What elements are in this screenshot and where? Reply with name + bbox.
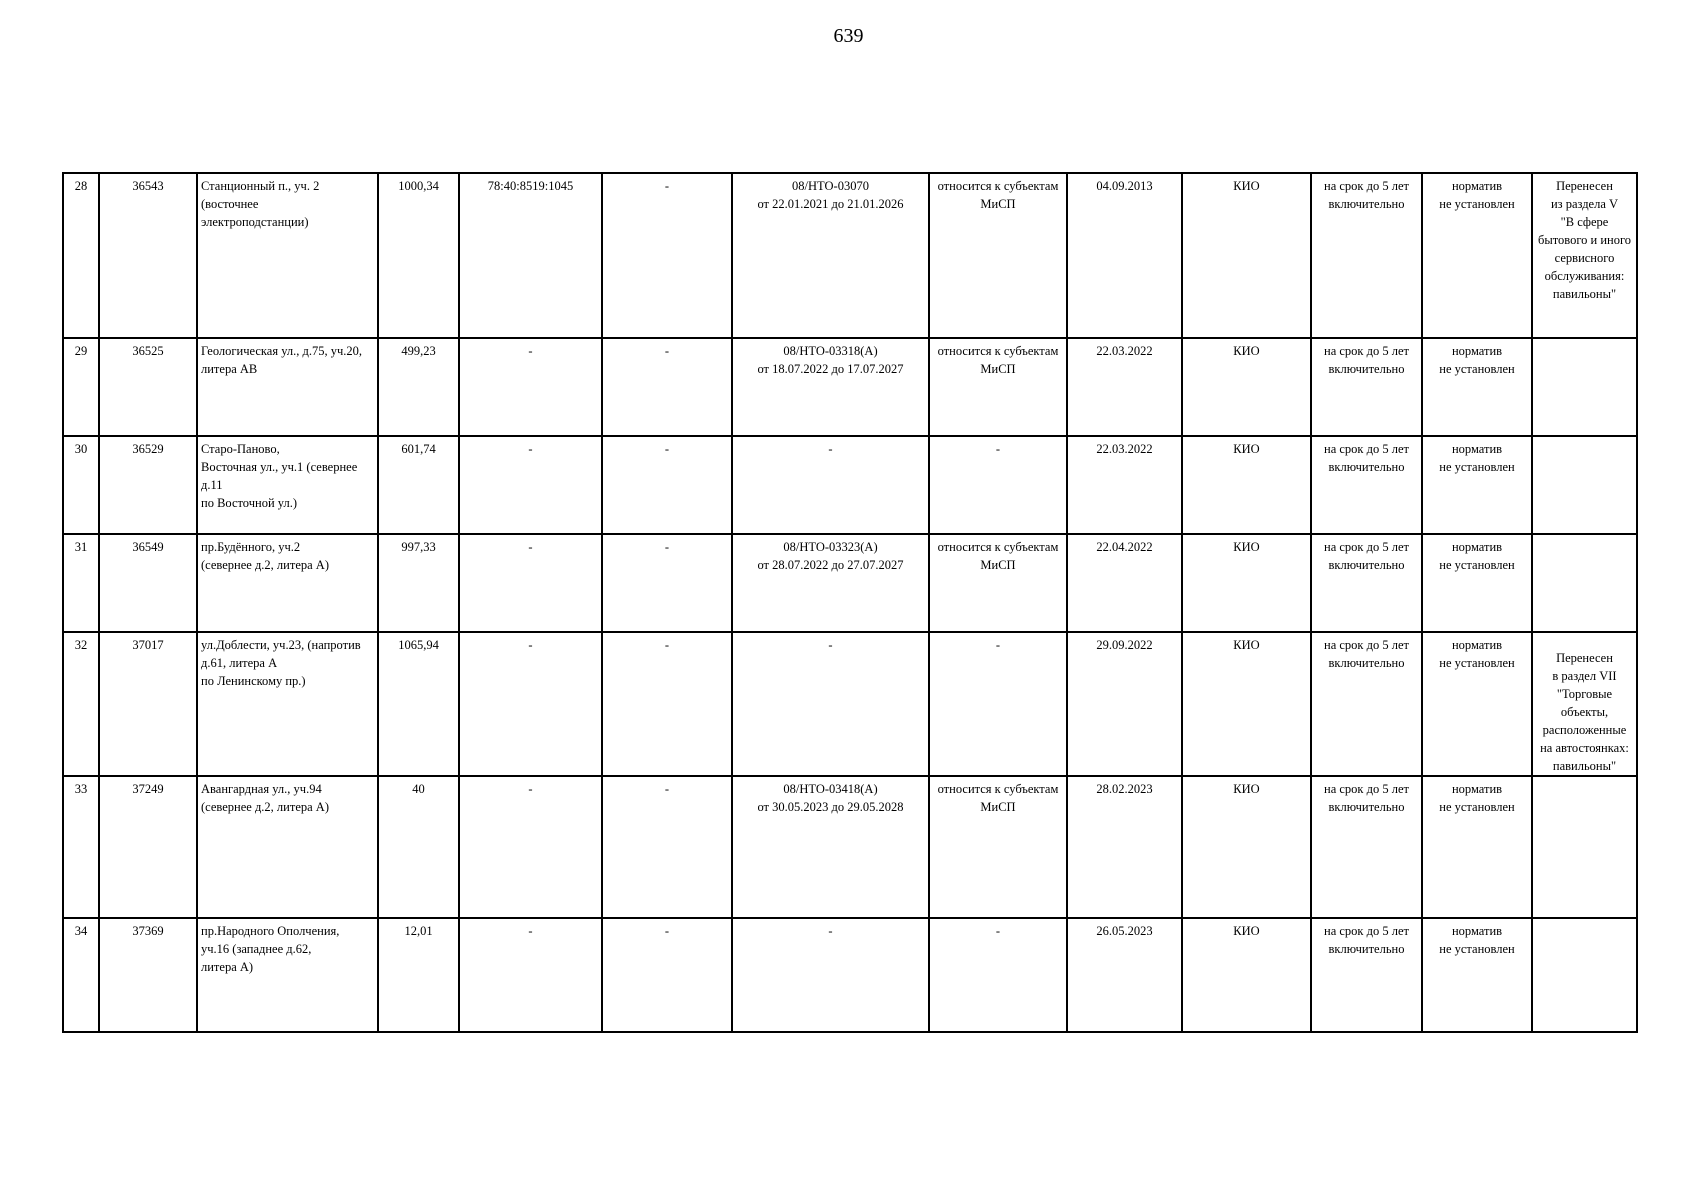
authority-cell: КИО (1182, 338, 1311, 436)
term-cell: на срок до 5 лет включительно (1311, 632, 1422, 776)
address-cell: Геологическая ул., д.75, уч.20, литера АВ (197, 338, 378, 436)
object-id-cell: 37017 (99, 632, 197, 776)
row-number-cell: 30 (63, 436, 99, 534)
term-cell: на срок до 5 лет включительно (1311, 918, 1422, 1032)
column-6-cell: - (602, 534, 732, 632)
term-cell: на срок до 5 лет включительно (1311, 173, 1422, 338)
authority-cell: КИО (1182, 918, 1311, 1032)
address-cell: Станционный п., уч. 2 (восточнее электроподстанции) (197, 173, 378, 338)
address-cell: Авангардная ул., уч.94 (севернее д.2, литера А) (197, 776, 378, 918)
term-cell: на срок до 5 лет включительно (1311, 534, 1422, 632)
term-cell: на срок до 5 лет включительно (1311, 776, 1422, 918)
norm-cell: норматив не установлен (1422, 918, 1532, 1032)
cadastral-number-cell: - (459, 632, 602, 776)
term-cell: на срок до 5 лет включительно (1311, 338, 1422, 436)
note-cell (1532, 776, 1637, 918)
smb-status-cell: относится к субъектам МиСП (929, 173, 1067, 338)
contract-cell: 08/НТО-03070 от 22.01.2021 до 21.01.2026 (732, 173, 929, 338)
row-number-cell: 29 (63, 338, 99, 436)
column-6-cell: - (602, 173, 732, 338)
date-cell: 22.03.2022 (1067, 338, 1182, 436)
table-row (63, 918, 1637, 1032)
cadastral-number-cell: - (459, 776, 602, 918)
note-cell (1532, 436, 1637, 534)
norm-cell: норматив не установлен (1422, 776, 1532, 918)
object-id-cell: 36525 (99, 338, 197, 436)
address-cell: пр.Народного Ополчения, уч.16 (западнее д.62, литера А) (197, 918, 378, 1032)
object-id-cell: 37249 (99, 776, 197, 918)
page-number: 639 (833, 25, 864, 47)
area-cell: 997,33 (378, 534, 459, 632)
term-cell: на срок до 5 лет включительно (1311, 436, 1422, 534)
smb-status-cell: - (929, 436, 1067, 534)
contract-cell: - (732, 918, 929, 1032)
smb-status-cell: относится к субъектам МиСП (929, 534, 1067, 632)
norm-cell: норматив не установлен (1422, 436, 1532, 534)
object-id-cell: 36543 (99, 173, 197, 338)
column-6-cell: - (602, 918, 732, 1032)
contract-cell: 08/НТО-03318(А) от 18.07.2022 до 17.07.2027 (732, 338, 929, 436)
column-6-cell: - (602, 436, 732, 534)
area-cell: 40 (378, 776, 459, 918)
address-cell: пр.Будённого, уч.2 (севернее д.2, литера А) (197, 534, 378, 632)
table-row (63, 632, 1637, 776)
area-cell: 1000,34 (378, 173, 459, 338)
note-cell (1532, 918, 1637, 1032)
smb-status-cell: относится к субъектам МиСП (929, 776, 1067, 918)
date-cell: 22.04.2022 (1067, 534, 1182, 632)
object-id-cell: 36549 (99, 534, 197, 632)
address-cell: Старо-Паново, Восточная ул., уч.1 (севернее д.11 по Восточной ул.) (197, 436, 378, 534)
note-cell (1532, 534, 1637, 632)
object-id-cell: 36529 (99, 436, 197, 534)
authority-cell: КИО (1182, 776, 1311, 918)
authority-cell: КИО (1182, 534, 1311, 632)
column-6-cell: - (602, 632, 732, 776)
contract-cell: - (732, 436, 929, 534)
authority-cell: КИО (1182, 173, 1311, 338)
row-number-cell: 32 (63, 632, 99, 776)
norm-cell: норматив не установлен (1422, 338, 1532, 436)
registry-table (62, 172, 1638, 1033)
note-cell: Перенесен в раздел VII "Торговые объекты, расположенные на автостоянках: павильоны" (1532, 632, 1637, 776)
row-number-cell: 28 (63, 173, 99, 338)
norm-cell: норматив не установлен (1422, 534, 1532, 632)
authority-cell: КИО (1182, 436, 1311, 534)
cadastral-number-cell: - (459, 534, 602, 632)
smb-status-cell: относится к субъектам МиСП (929, 338, 1067, 436)
row-number-cell: 31 (63, 534, 99, 632)
cadastral-number-cell: - (459, 918, 602, 1032)
column-6-cell: - (602, 776, 732, 918)
object-id-cell: 37369 (99, 918, 197, 1032)
date-cell: 22.03.2022 (1067, 436, 1182, 534)
table-row (63, 776, 1637, 918)
column-6-cell: - (602, 338, 732, 436)
note-cell (1532, 338, 1637, 436)
cadastral-number-cell: 78:40:8519:1045 (459, 173, 602, 338)
smb-status-cell: - (929, 918, 1067, 1032)
note-cell: Перенесен из раздела V "В сфере бытового и иного сервисного обслуживания: павильоны" (1532, 173, 1637, 338)
contract-cell: 08/НТО-03418(А) от 30.05.2023 до 29.05.2028 (732, 776, 929, 918)
table-row (63, 338, 1637, 436)
norm-cell: норматив не установлен (1422, 173, 1532, 338)
contract-cell: - (732, 632, 929, 776)
date-cell: 28.02.2023 (1067, 776, 1182, 918)
row-number-cell: 33 (63, 776, 99, 918)
address-cell: ул.Доблести, уч.23, (напротив д.61, литера А по Ленинскому пр.) (197, 632, 378, 776)
table-row (63, 534, 1637, 632)
contract-cell: 08/НТО-03323(А) от 28.07.2022 до 27.07.2027 (732, 534, 929, 632)
norm-cell: норматив не установлен (1422, 632, 1532, 776)
table-row (63, 436, 1637, 534)
table-row (63, 173, 1637, 338)
date-cell: 04.09.2013 (1067, 173, 1182, 338)
authority-cell: КИО (1182, 632, 1311, 776)
cadastral-number-cell: - (459, 338, 602, 436)
cadastral-number-cell: - (459, 436, 602, 534)
area-cell: 1065,94 (378, 632, 459, 776)
area-cell: 601,74 (378, 436, 459, 534)
smb-status-cell: - (929, 632, 1067, 776)
row-number-cell: 34 (63, 918, 99, 1032)
date-cell: 29.09.2022 (1067, 632, 1182, 776)
area-cell: 499,23 (378, 338, 459, 436)
date-cell: 26.05.2023 (1067, 918, 1182, 1032)
area-cell: 12,01 (378, 918, 459, 1032)
